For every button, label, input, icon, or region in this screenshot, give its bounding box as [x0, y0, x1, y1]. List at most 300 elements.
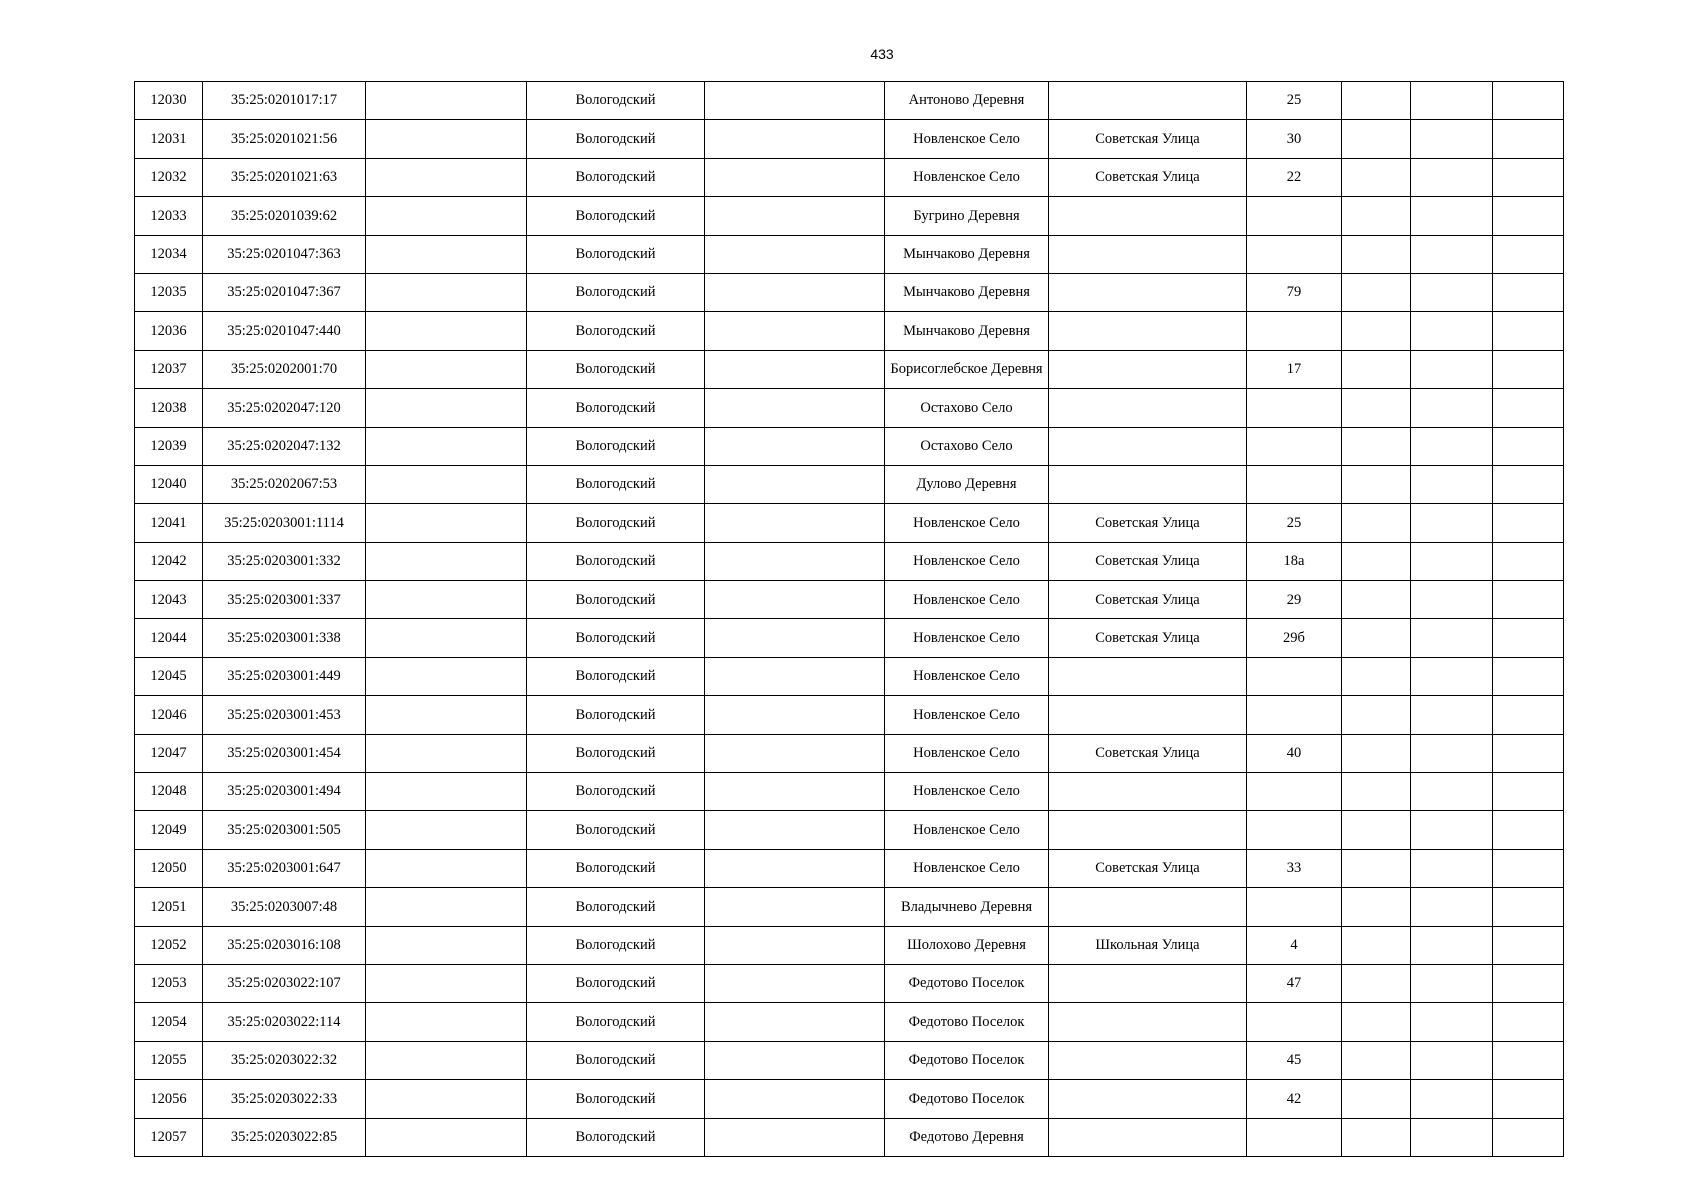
empty-cell: [1342, 465, 1411, 503]
locality-cell: Мынчаково Деревня: [885, 235, 1049, 273]
table-row: [135, 888, 1564, 926]
empty-cell: [1411, 1003, 1493, 1041]
empty-cell: [705, 696, 885, 734]
row-number-cell: 12039: [135, 427, 203, 465]
house-number-cell: 42: [1247, 1080, 1342, 1118]
empty-cell: [366, 1003, 527, 1041]
district-cell: Вологодский: [527, 158, 705, 196]
empty-cell: [705, 465, 885, 503]
district-cell: Вологодский: [527, 619, 705, 657]
table-row: [135, 82, 1564, 120]
empty-cell: [366, 312, 527, 350]
empty-cell: [705, 350, 885, 388]
empty-cell: [705, 1080, 885, 1118]
locality-cell: Федотово Поселок: [885, 1041, 1049, 1079]
house-number-cell: 17: [1247, 350, 1342, 388]
row-number-cell: 12048: [135, 773, 203, 811]
empty-cell: [1493, 1118, 1564, 1156]
row-number-cell: 12053: [135, 964, 203, 1002]
table-row: [135, 197, 1564, 235]
empty-cell: [1342, 657, 1411, 695]
cadastral-number-cell: 35:25:0202067:53: [203, 465, 366, 503]
empty-cell: [1342, 849, 1411, 887]
empty-cell: [1493, 696, 1564, 734]
district-cell: Вологодский: [527, 1080, 705, 1118]
empty-cell: [1342, 811, 1411, 849]
empty-cell: [1342, 542, 1411, 580]
empty-cell: [1411, 350, 1493, 388]
locality-cell: Новленское Село: [885, 581, 1049, 619]
street-cell: [1049, 312, 1247, 350]
empty-cell: [1493, 350, 1564, 388]
cadastral-number-cell: 35:25:0201047:440: [203, 312, 366, 350]
locality-cell: Остахово Село: [885, 427, 1049, 465]
empty-cell: [1342, 619, 1411, 657]
empty-cell: [1342, 1118, 1411, 1156]
row-number-cell: 12050: [135, 849, 203, 887]
cadastral-number-cell: 35:25:0201047:363: [203, 235, 366, 273]
house-number-cell: 45: [1247, 1041, 1342, 1079]
street-cell: [1049, 1003, 1247, 1041]
house-number-cell: 40: [1247, 734, 1342, 772]
house-number-cell: [1247, 389, 1342, 427]
locality-cell: Федотово Поселок: [885, 964, 1049, 1002]
empty-cell: [1493, 1003, 1564, 1041]
cadastral-number-cell: 35:25:0203016:108: [203, 926, 366, 964]
district-cell: Вологодский: [527, 197, 705, 235]
empty-cell: [1411, 312, 1493, 350]
empty-cell: [1493, 734, 1564, 772]
empty-cell: [366, 158, 527, 196]
empty-cell: [705, 504, 885, 542]
empty-cell: [1493, 1080, 1564, 1118]
street-cell: [1049, 1041, 1247, 1079]
locality-cell: Владычнево Деревня: [885, 888, 1049, 926]
empty-cell: [1411, 82, 1493, 120]
table-row: [135, 926, 1564, 964]
empty-cell: [705, 82, 885, 120]
empty-cell: [1342, 734, 1411, 772]
cadastral-number-cell: 35:25:0203022:32: [203, 1041, 366, 1079]
empty-cell: [1411, 811, 1493, 849]
empty-cell: [1411, 120, 1493, 158]
empty-cell: [705, 312, 885, 350]
empty-cell: [705, 197, 885, 235]
street-cell: Советская Улица: [1049, 619, 1247, 657]
table-row: [135, 542, 1564, 580]
district-cell: Вологодский: [527, 696, 705, 734]
row-number-cell: 12049: [135, 811, 203, 849]
empty-cell: [366, 427, 527, 465]
cadastral-number-cell: 35:25:0203022:114: [203, 1003, 366, 1041]
district-cell: Вологодский: [527, 964, 705, 1002]
row-number-cell: 12034: [135, 235, 203, 273]
street-cell: [1049, 888, 1247, 926]
empty-cell: [1411, 158, 1493, 196]
empty-cell: [1411, 773, 1493, 811]
empty-cell: [1493, 773, 1564, 811]
row-number-cell: 12031: [135, 120, 203, 158]
locality-cell: Остахово Село: [885, 389, 1049, 427]
table-row: [135, 811, 1564, 849]
cadastral-number-cell: 35:25:0202047:132: [203, 427, 366, 465]
empty-cell: [1342, 1080, 1411, 1118]
cadastral-number-cell: 35:25:0203001:647: [203, 849, 366, 887]
empty-cell: [366, 1041, 527, 1079]
empty-cell: [1493, 811, 1564, 849]
empty-cell: [366, 849, 527, 887]
empty-cell: [366, 657, 527, 695]
empty-cell: [1411, 888, 1493, 926]
empty-cell: [1342, 696, 1411, 734]
empty-cell: [1411, 197, 1493, 235]
empty-cell: [1493, 389, 1564, 427]
table-row: [135, 120, 1564, 158]
street-cell: [1049, 1118, 1247, 1156]
row-number-cell: 12035: [135, 273, 203, 311]
cadastral-number-cell: 35:25:0202001:70: [203, 350, 366, 388]
empty-cell: [1342, 389, 1411, 427]
table-row: [135, 389, 1564, 427]
district-cell: Вологодский: [527, 389, 705, 427]
house-number-cell: 4: [1247, 926, 1342, 964]
empty-cell: [1411, 581, 1493, 619]
table-row: [135, 1041, 1564, 1079]
cadastral-number-cell: 35:25:0203007:48: [203, 888, 366, 926]
street-cell: [1049, 82, 1247, 120]
empty-cell: [1411, 542, 1493, 580]
empty-cell: [1342, 158, 1411, 196]
row-number-cell: 12044: [135, 619, 203, 657]
locality-cell: Федотово Поселок: [885, 1003, 1049, 1041]
house-number-cell: 25: [1247, 504, 1342, 542]
district-cell: Вологодский: [527, 1041, 705, 1079]
empty-cell: [1411, 465, 1493, 503]
empty-cell: [366, 619, 527, 657]
empty-cell: [705, 1041, 885, 1079]
empty-cell: [1493, 197, 1564, 235]
street-cell: Советская Улица: [1049, 849, 1247, 887]
row-number-cell: 12030: [135, 82, 203, 120]
street-cell: Советская Улица: [1049, 120, 1247, 158]
table-row: [135, 158, 1564, 196]
empty-cell: [1342, 504, 1411, 542]
locality-cell: Новленское Село: [885, 120, 1049, 158]
empty-cell: [366, 964, 527, 1002]
cadastral-number-cell: 35:25:0203022:107: [203, 964, 366, 1002]
row-number-cell: 12052: [135, 926, 203, 964]
row-number-cell: 12038: [135, 389, 203, 427]
empty-cell: [1342, 235, 1411, 273]
cadastral-number-cell: 35:25:0201039:62: [203, 197, 366, 235]
house-number-cell: [1247, 696, 1342, 734]
row-number-cell: 12042: [135, 542, 203, 580]
empty-cell: [1342, 120, 1411, 158]
locality-cell: Мынчаково Деревня: [885, 312, 1049, 350]
house-number-cell: 22: [1247, 158, 1342, 196]
empty-cell: [705, 657, 885, 695]
district-cell: Вологодский: [527, 350, 705, 388]
empty-cell: [1493, 235, 1564, 273]
cadastral-number-cell: 35:25:0203001:337: [203, 581, 366, 619]
street-cell: Советская Улица: [1049, 158, 1247, 196]
empty-cell: [1342, 82, 1411, 120]
registry-table: [134, 81, 1564, 1157]
table-row: [135, 619, 1564, 657]
empty-cell: [705, 773, 885, 811]
district-cell: Вологодский: [527, 1003, 705, 1041]
row-number-cell: 12055: [135, 1041, 203, 1079]
locality-cell: Борисоглебское Деревня: [885, 350, 1049, 388]
locality-cell: Новленское Село: [885, 696, 1049, 734]
empty-cell: [366, 1118, 527, 1156]
empty-cell: [1493, 888, 1564, 926]
empty-cell: [705, 120, 885, 158]
empty-cell: [1493, 312, 1564, 350]
empty-cell: [366, 811, 527, 849]
house-number-cell: 18а: [1247, 542, 1342, 580]
table-row: [135, 350, 1564, 388]
empty-cell: [705, 926, 885, 964]
table-row: [135, 312, 1564, 350]
row-number-cell: 12046: [135, 696, 203, 734]
row-number-cell: 12051: [135, 888, 203, 926]
cadastral-number-cell: 35:25:0201047:367: [203, 273, 366, 311]
house-number-cell: [1247, 811, 1342, 849]
empty-cell: [1342, 1041, 1411, 1079]
empty-cell: [1342, 197, 1411, 235]
locality-cell: Новленское Село: [885, 811, 1049, 849]
house-number-cell: [1247, 1118, 1342, 1156]
empty-cell: [1411, 734, 1493, 772]
empty-cell: [1342, 350, 1411, 388]
row-number-cell: 12047: [135, 734, 203, 772]
locality-cell: Антоново Деревня: [885, 82, 1049, 120]
street-cell: [1049, 657, 1247, 695]
street-cell: Советская Улица: [1049, 542, 1247, 580]
locality-cell: Новленское Село: [885, 657, 1049, 695]
empty-cell: [366, 273, 527, 311]
empty-cell: [1342, 773, 1411, 811]
empty-cell: [1493, 120, 1564, 158]
table-row: [135, 734, 1564, 772]
empty-cell: [366, 581, 527, 619]
cadastral-number-cell: 35:25:0203022:33: [203, 1080, 366, 1118]
row-number-cell: 12056: [135, 1080, 203, 1118]
locality-cell: Новленское Село: [885, 619, 1049, 657]
empty-cell: [1493, 657, 1564, 695]
empty-cell: [366, 1080, 527, 1118]
house-number-cell: [1247, 312, 1342, 350]
row-number-cell: 12032: [135, 158, 203, 196]
empty-cell: [1411, 427, 1493, 465]
district-cell: Вологодский: [527, 811, 705, 849]
locality-cell: Шолохово Деревня: [885, 926, 1049, 964]
empty-cell: [705, 734, 885, 772]
row-number-cell: 12057: [135, 1118, 203, 1156]
street-cell: [1049, 389, 1247, 427]
house-number-cell: 29: [1247, 581, 1342, 619]
table-row: [135, 1080, 1564, 1118]
table-row: [135, 1003, 1564, 1041]
house-number-cell: [1247, 1003, 1342, 1041]
district-cell: Вологодский: [527, 273, 705, 311]
street-cell: [1049, 350, 1247, 388]
locality-cell: Новленское Село: [885, 158, 1049, 196]
cadastral-number-cell: 35:25:0203001:505: [203, 811, 366, 849]
district-cell: Вологодский: [527, 504, 705, 542]
house-number-cell: [1247, 773, 1342, 811]
table-row: [135, 235, 1564, 273]
empty-cell: [1493, 504, 1564, 542]
district-cell: Вологодский: [527, 657, 705, 695]
empty-cell: [1342, 312, 1411, 350]
street-cell: Советская Улица: [1049, 581, 1247, 619]
empty-cell: [705, 427, 885, 465]
locality-cell: Новленское Село: [885, 734, 1049, 772]
district-cell: Вологодский: [527, 926, 705, 964]
street-cell: [1049, 1080, 1247, 1118]
table-row: [135, 465, 1564, 503]
empty-cell: [705, 542, 885, 580]
street-cell: [1049, 465, 1247, 503]
table-row: [135, 1118, 1564, 1156]
empty-cell: [705, 273, 885, 311]
empty-cell: [1493, 465, 1564, 503]
empty-cell: [1493, 619, 1564, 657]
empty-cell: [366, 389, 527, 427]
empty-cell: [366, 504, 527, 542]
street-cell: [1049, 964, 1247, 1002]
locality-cell: Новленское Село: [885, 542, 1049, 580]
house-number-cell: 30: [1247, 120, 1342, 158]
house-number-cell: 33: [1247, 849, 1342, 887]
empty-cell: [1342, 1003, 1411, 1041]
house-number-cell: 29б: [1247, 619, 1342, 657]
empty-cell: [366, 696, 527, 734]
registry-body: [135, 82, 1564, 1157]
empty-cell: [1342, 427, 1411, 465]
empty-cell: [1411, 1041, 1493, 1079]
empty-cell: [366, 235, 527, 273]
cadastral-number-cell: 35:25:0201021:56: [203, 120, 366, 158]
table-row: [135, 849, 1564, 887]
house-number-cell: 25: [1247, 82, 1342, 120]
street-cell: [1049, 235, 1247, 273]
district-cell: Вологодский: [527, 312, 705, 350]
street-cell: [1049, 427, 1247, 465]
empty-cell: [1493, 82, 1564, 120]
empty-cell: [1342, 273, 1411, 311]
house-number-cell: [1247, 197, 1342, 235]
page-number: 433: [870, 46, 894, 62]
empty-cell: [705, 581, 885, 619]
house-number-cell: [1247, 235, 1342, 273]
cadastral-number-cell: 35:25:0201017:17: [203, 82, 366, 120]
empty-cell: [705, 158, 885, 196]
cadastral-number-cell: 35:25:0203001:453: [203, 696, 366, 734]
district-cell: Вологодский: [527, 120, 705, 158]
row-number-cell: 12045: [135, 657, 203, 695]
empty-cell: [705, 964, 885, 1002]
empty-cell: [1342, 581, 1411, 619]
empty-cell: [1342, 926, 1411, 964]
district-cell: Вологодский: [527, 235, 705, 273]
row-number-cell: 12037: [135, 350, 203, 388]
house-number-cell: [1247, 888, 1342, 926]
empty-cell: [1342, 964, 1411, 1002]
empty-cell: [1493, 926, 1564, 964]
table-row: [135, 427, 1564, 465]
empty-cell: [366, 120, 527, 158]
empty-cell: [1411, 657, 1493, 695]
empty-cell: [366, 734, 527, 772]
street-cell: [1049, 773, 1247, 811]
house-number-cell: [1247, 657, 1342, 695]
cadastral-number-cell: 35:25:0203001:338: [203, 619, 366, 657]
row-number-cell: 12040: [135, 465, 203, 503]
empty-cell: [1493, 158, 1564, 196]
table-row: [135, 773, 1564, 811]
empty-cell: [1411, 273, 1493, 311]
empty-cell: [1493, 964, 1564, 1002]
table-row: [135, 696, 1564, 734]
row-number-cell: 12036: [135, 312, 203, 350]
empty-cell: [1411, 389, 1493, 427]
table-row: [135, 964, 1564, 1002]
street-cell: Советская Улица: [1049, 504, 1247, 542]
empty-cell: [705, 235, 885, 273]
street-cell: [1049, 696, 1247, 734]
locality-cell: Дулово Деревня: [885, 465, 1049, 503]
locality-cell: Новленское Село: [885, 849, 1049, 887]
empty-cell: [705, 619, 885, 657]
empty-cell: [1411, 235, 1493, 273]
house-number-cell: 47: [1247, 964, 1342, 1002]
house-number-cell: [1247, 465, 1342, 503]
empty-cell: [1493, 581, 1564, 619]
locality-cell: Бугрино Деревня: [885, 197, 1049, 235]
house-number-cell: [1247, 427, 1342, 465]
district-cell: Вологодский: [527, 427, 705, 465]
house-number-cell: 79: [1247, 273, 1342, 311]
street-cell: Советская Улица: [1049, 734, 1247, 772]
district-cell: Вологодский: [527, 581, 705, 619]
district-cell: Вологодский: [527, 849, 705, 887]
table-row: [135, 504, 1564, 542]
empty-cell: [366, 82, 527, 120]
empty-cell: [366, 197, 527, 235]
cadastral-number-cell: 35:25:0203001:454: [203, 734, 366, 772]
district-cell: Вологодский: [527, 773, 705, 811]
district-cell: Вологодский: [527, 734, 705, 772]
cadastral-number-cell: 35:25:0201021:63: [203, 158, 366, 196]
empty-cell: [1411, 849, 1493, 887]
locality-cell: Федотово Деревня: [885, 1118, 1049, 1156]
row-number-cell: 12043: [135, 581, 203, 619]
table-row: [135, 581, 1564, 619]
street-cell: [1049, 197, 1247, 235]
locality-cell: Федотово Поселок: [885, 1080, 1049, 1118]
table-row: [135, 657, 1564, 695]
district-cell: Вологодский: [527, 465, 705, 503]
row-number-cell: 12041: [135, 504, 203, 542]
empty-cell: [1493, 849, 1564, 887]
cadastral-number-cell: 35:25:0202047:120: [203, 389, 366, 427]
empty-cell: [1493, 1041, 1564, 1079]
row-number-cell: 12054: [135, 1003, 203, 1041]
cadastral-number-cell: 35:25:0203022:85: [203, 1118, 366, 1156]
